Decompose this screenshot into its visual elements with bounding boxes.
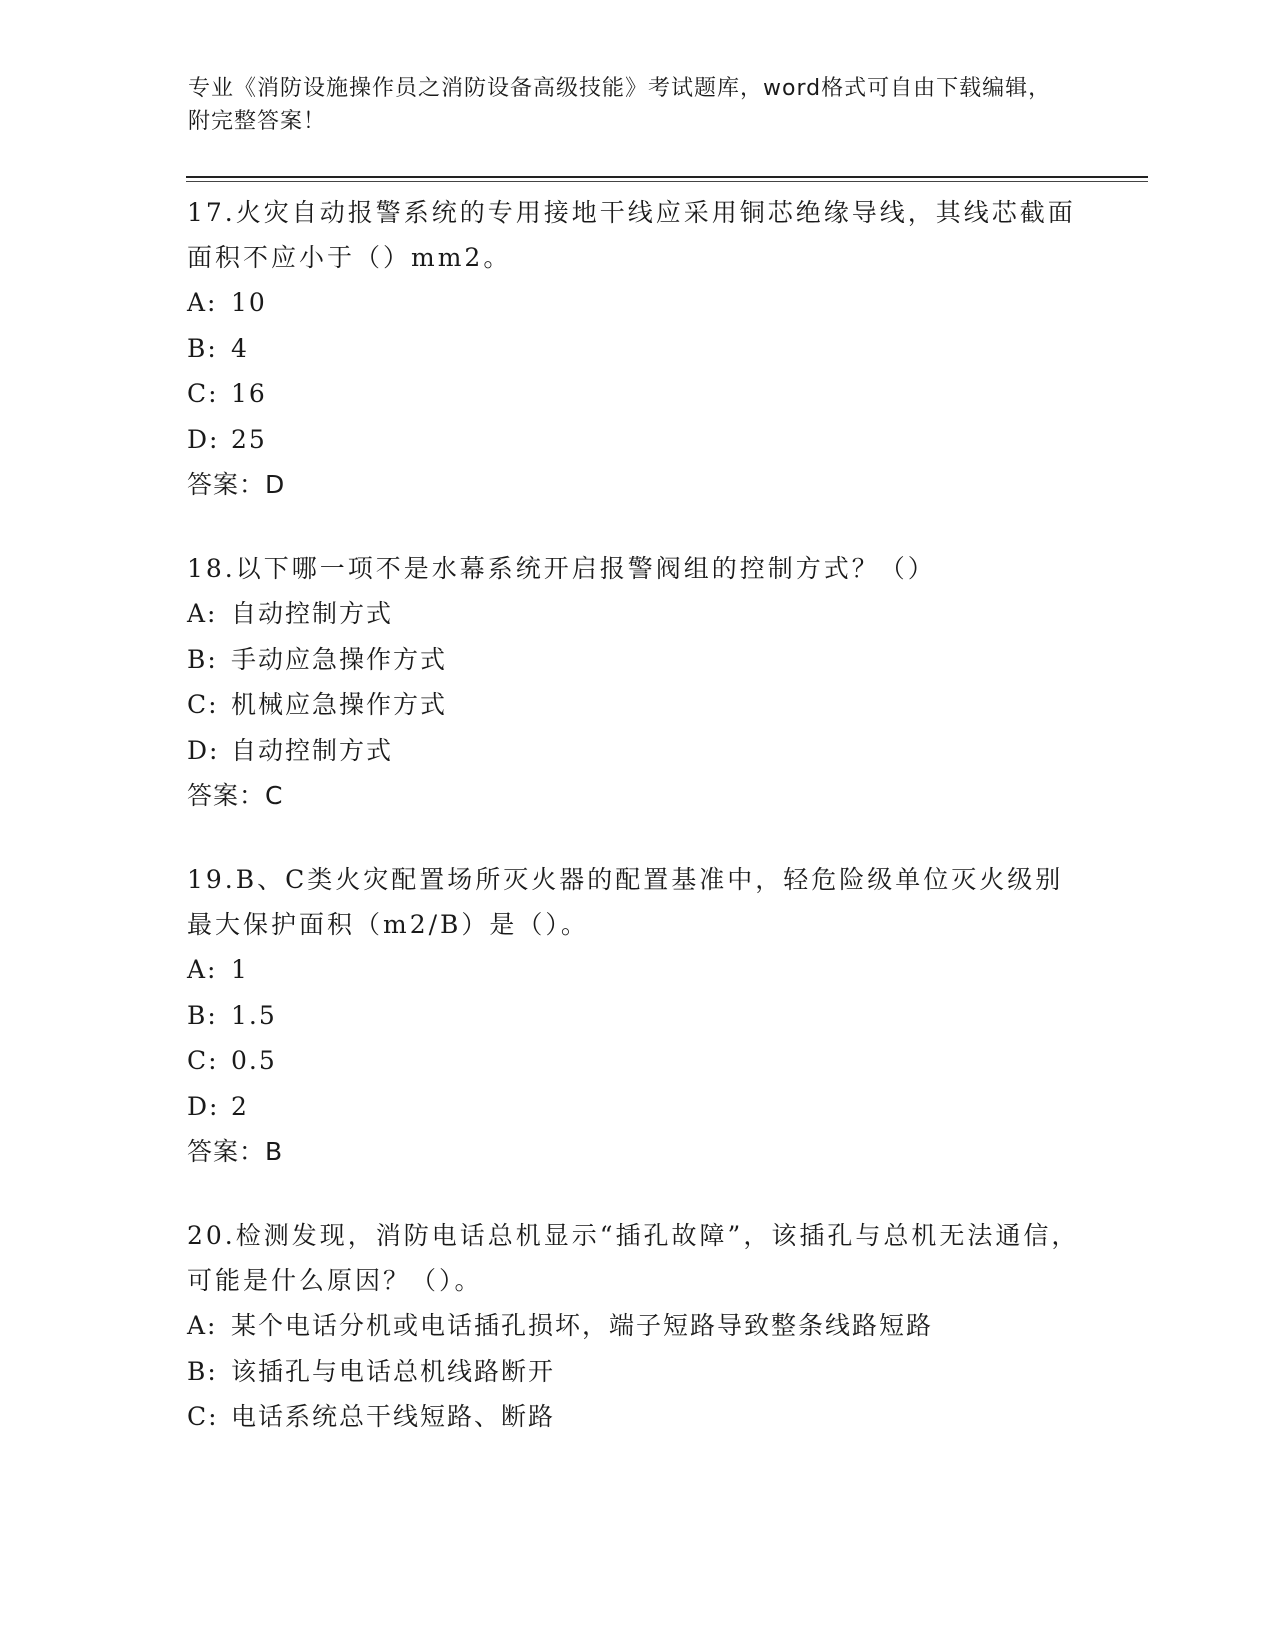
option-key: C:: [187, 1402, 219, 1431]
header-divider-thick: [186, 176, 1148, 178]
option-value: 1.5: [231, 1000, 277, 1030]
option-value: 16: [231, 379, 267, 408]
option-key: C:: [187, 379, 219, 408]
option-key: D:: [187, 735, 220, 765]
option-value: 自动控制方式: [231, 599, 394, 628]
document-header: 专业《消防设施操作员之消防设备高级技能》考试题库，word格式可自由下载编辑，附完整答案！: [188, 76, 1052, 134]
option-c: [187, 371, 1087, 417]
option-key: B:: [187, 1000, 218, 1030]
option-c: [187, 1394, 1087, 1440]
question-text: 19.B、C类火灾配置场所灭火器的配置基准中，轻危险级单位灭火级别最大保护面积（m2/B）是（）。: [187, 865, 1064, 939]
option-b: [187, 637, 1087, 683]
option-b: [187, 326, 1087, 372]
option-value: 4: [231, 333, 249, 363]
option-d: [187, 417, 1087, 463]
question-text: 18.以下哪一项不是水幕系统开启报警阀组的控制方式？（）: [187, 554, 936, 583]
option-d: [187, 1084, 1087, 1130]
header-divider-thin: [186, 181, 1148, 182]
option-key: B:: [187, 1356, 218, 1386]
option-key: B:: [187, 644, 218, 674]
option-c: [187, 682, 1087, 728]
answer-line: 答案：D: [187, 470, 286, 499]
option-value: 2: [231, 1091, 249, 1121]
option-key: C:: [187, 1046, 219, 1075]
question-20: [187, 1213, 1087, 1440]
option-b: [187, 993, 1087, 1039]
option-a: [187, 591, 1087, 637]
option-a: [187, 280, 1087, 326]
option-key: A:: [187, 1311, 218, 1340]
option-value: 电话系统总干线短路、断路: [231, 1402, 556, 1431]
question-18: [187, 546, 1087, 818]
question-17: [187, 190, 1087, 507]
option-value: 手动应急操作方式: [231, 644, 448, 674]
answer-line: 答案：B: [187, 1137, 284, 1166]
option-a: [187, 1303, 1087, 1349]
option-key: D:: [187, 1091, 220, 1121]
option-key: C:: [187, 690, 219, 719]
option-value: 机械应急操作方式: [231, 690, 448, 719]
option-a: [187, 947, 1087, 993]
option-b: [187, 1349, 1087, 1395]
option-value: 自动控制方式: [231, 735, 394, 765]
option-key: B:: [187, 333, 218, 363]
answer-line: 答案：C: [187, 781, 284, 810]
option-key: D:: [187, 424, 220, 454]
option-key: A:: [187, 599, 218, 628]
option-value: 1: [231, 955, 249, 984]
question-list: [187, 190, 1087, 1479]
question-19: [187, 857, 1087, 1174]
option-key: A:: [187, 955, 218, 984]
question-text: 17.火灾自动报警系统的专用接地干线应采用铜芯绝缘导线，其线芯截面面积不应小于（）mm2。: [187, 198, 1076, 272]
question-text: 20.检测发现，消防电话总机显示“插孔故障”，该插孔与总机无法通信，可能是什么原因？（）。: [187, 1221, 1080, 1295]
option-d: [187, 728, 1087, 774]
option-value: 该插孔与电话总机线路断开: [231, 1356, 556, 1386]
option-c: [187, 1038, 1087, 1084]
option-value: 10: [231, 288, 267, 317]
option-value: 某个电话分机或电话插孔损坏，端子短路导致整条线路短路: [231, 1311, 934, 1340]
option-value: 0.5: [231, 1046, 277, 1075]
option-value: 25: [231, 424, 267, 454]
option-key: A:: [187, 288, 218, 317]
